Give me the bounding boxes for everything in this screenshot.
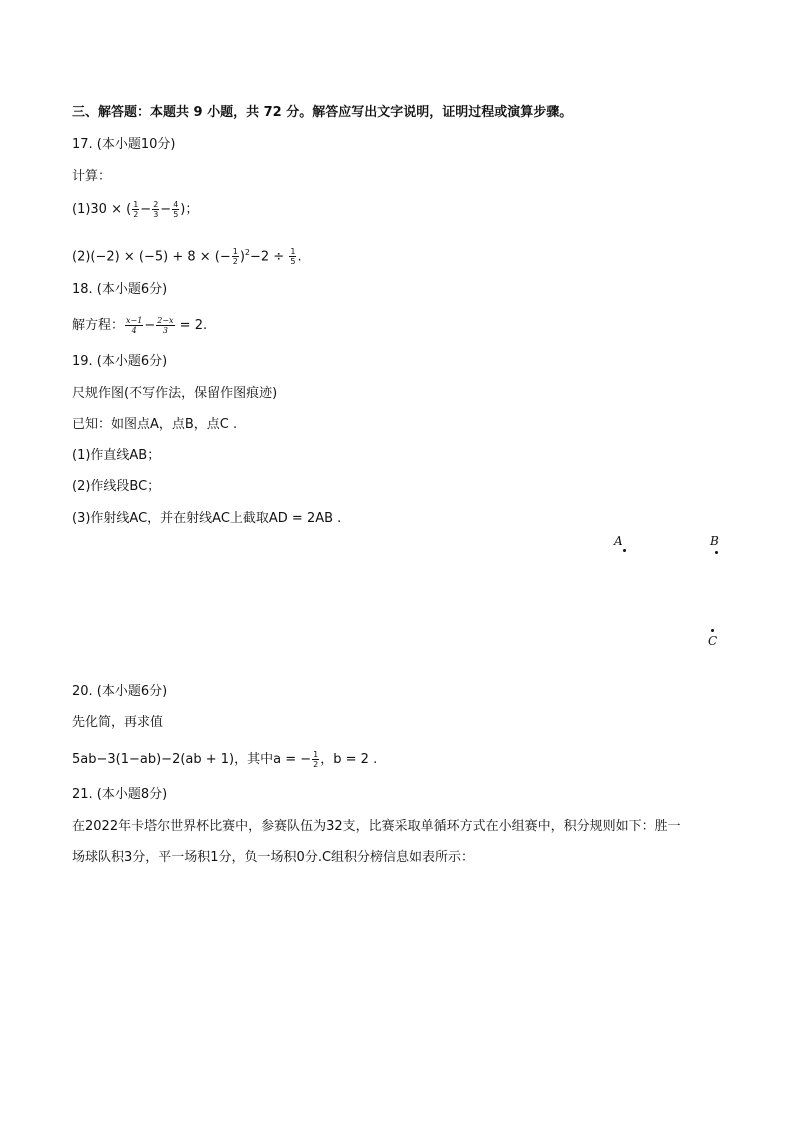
q18-suffix: = 2. [175,318,208,333]
fraction-numerator: 1 [232,247,238,257]
fraction-numerator: x−1 [126,316,143,325]
fraction-denominator: 2 [232,257,238,267]
q19-line2: 已知：如图点A，点B，点C . [72,417,238,432]
q17-part1-prefix: (1)30 × ( [72,202,132,217]
fraction-denominator: 2 [313,760,319,769]
q21-line2: 场球队积3分，平一场积1分，负一场积0分.C组积分榜信息如表所示： [72,850,475,865]
q19-line4: (2)作线段BC； [72,479,161,494]
q20-title: 20. (本小题6分) [72,684,168,699]
point-b-label: B [710,534,719,548]
fraction-numerator: 1 [290,247,296,257]
fraction-denominator: 3 [153,210,159,219]
fraction-denominator: 4 [131,326,137,335]
point-c-dot [711,629,714,632]
point-c-label: C [708,634,718,648]
fraction-2-minus-x-over-3 [156,316,174,335]
q17-part1-suffix: )； [180,202,199,217]
fraction-1-2 [232,247,239,266]
q17-title: 17. (本小题10分) [72,137,176,152]
q17-part2-prefix: (2)(−2) × (−5) + 8 × (− [72,249,231,265]
fraction-numerator: 2 [153,200,159,209]
q19-title: 19. (本小题6分) [72,354,168,369]
q21-line1: 在2022年卡塔尔世界杯比赛中，参赛队伍为32支，比赛采取单循环方式在小组赛中，积分规则如下：胜一 [72,819,681,834]
fraction-denominator: 5 [290,257,296,267]
fraction-numerator: 1 [313,750,319,759]
q18-title: 18. (本小题6分) [72,282,168,297]
q19-line1: 尺规作图(不写作法，保留作图痕迹) [72,386,278,401]
fraction-numerator: 2−x [157,316,174,325]
section-heading: 三、解答题：本题共 9 小题，共 72 分。解答应写出文字说明，证明过程或演算步骤。 [72,105,573,120]
fraction-denominator: 2 [133,210,139,219]
fraction-denominator: 3 [162,326,168,335]
q19-line5: (3)作射线AC，并在射线AC上截取AD = 2AB . [72,511,342,526]
fraction-numerator: 1 [133,200,139,209]
fraction-denominator: 5 [173,210,179,219]
fraction-1-2 [312,750,319,769]
point-a-label: A [614,534,623,548]
fraction-1-2 [132,200,139,219]
q17-part2-tail: −2 ÷ [250,249,289,265]
q17-instruction: 计算： [72,169,112,184]
q19-line3: (1)作直线AB； [72,448,161,463]
q17-part2-mid: ) [239,249,245,265]
q17-part1: (1)30 × ( $\frac{1}{2}$ − $\frac{2}{3}$ − $\frac{4}{5}$ )； [72,200,199,219]
q17-part2-exponent: 2 [244,248,251,257]
q17-part2-end: . [297,249,302,265]
fraction-numerator: 4 [173,200,179,209]
q20-line1: 先化简，再求值 [72,715,164,730]
q17-part2 [72,244,302,266]
fraction-x-minus-1-over-4 [125,316,143,335]
q20-expr-end: ，b = 2 . [320,752,378,767]
q18-equation: 解方程： $\frac{x-1}{4}$ − $\frac{2-x}{3}$ = 2. [72,316,208,335]
q20-expression [72,750,377,769]
fraction-2-3 [152,200,159,219]
q18-prefix: 解方程： [72,318,125,333]
q21-title: 21. (本小题8分) [72,787,168,802]
point-b-dot [715,551,718,554]
q20-expr: 5ab−3(1−ab)−2(ab + 1)，其中a = − [72,752,312,767]
point-a-dot [623,549,626,552]
fraction-4-5 [172,200,179,219]
fraction-1-5 [289,247,296,266]
